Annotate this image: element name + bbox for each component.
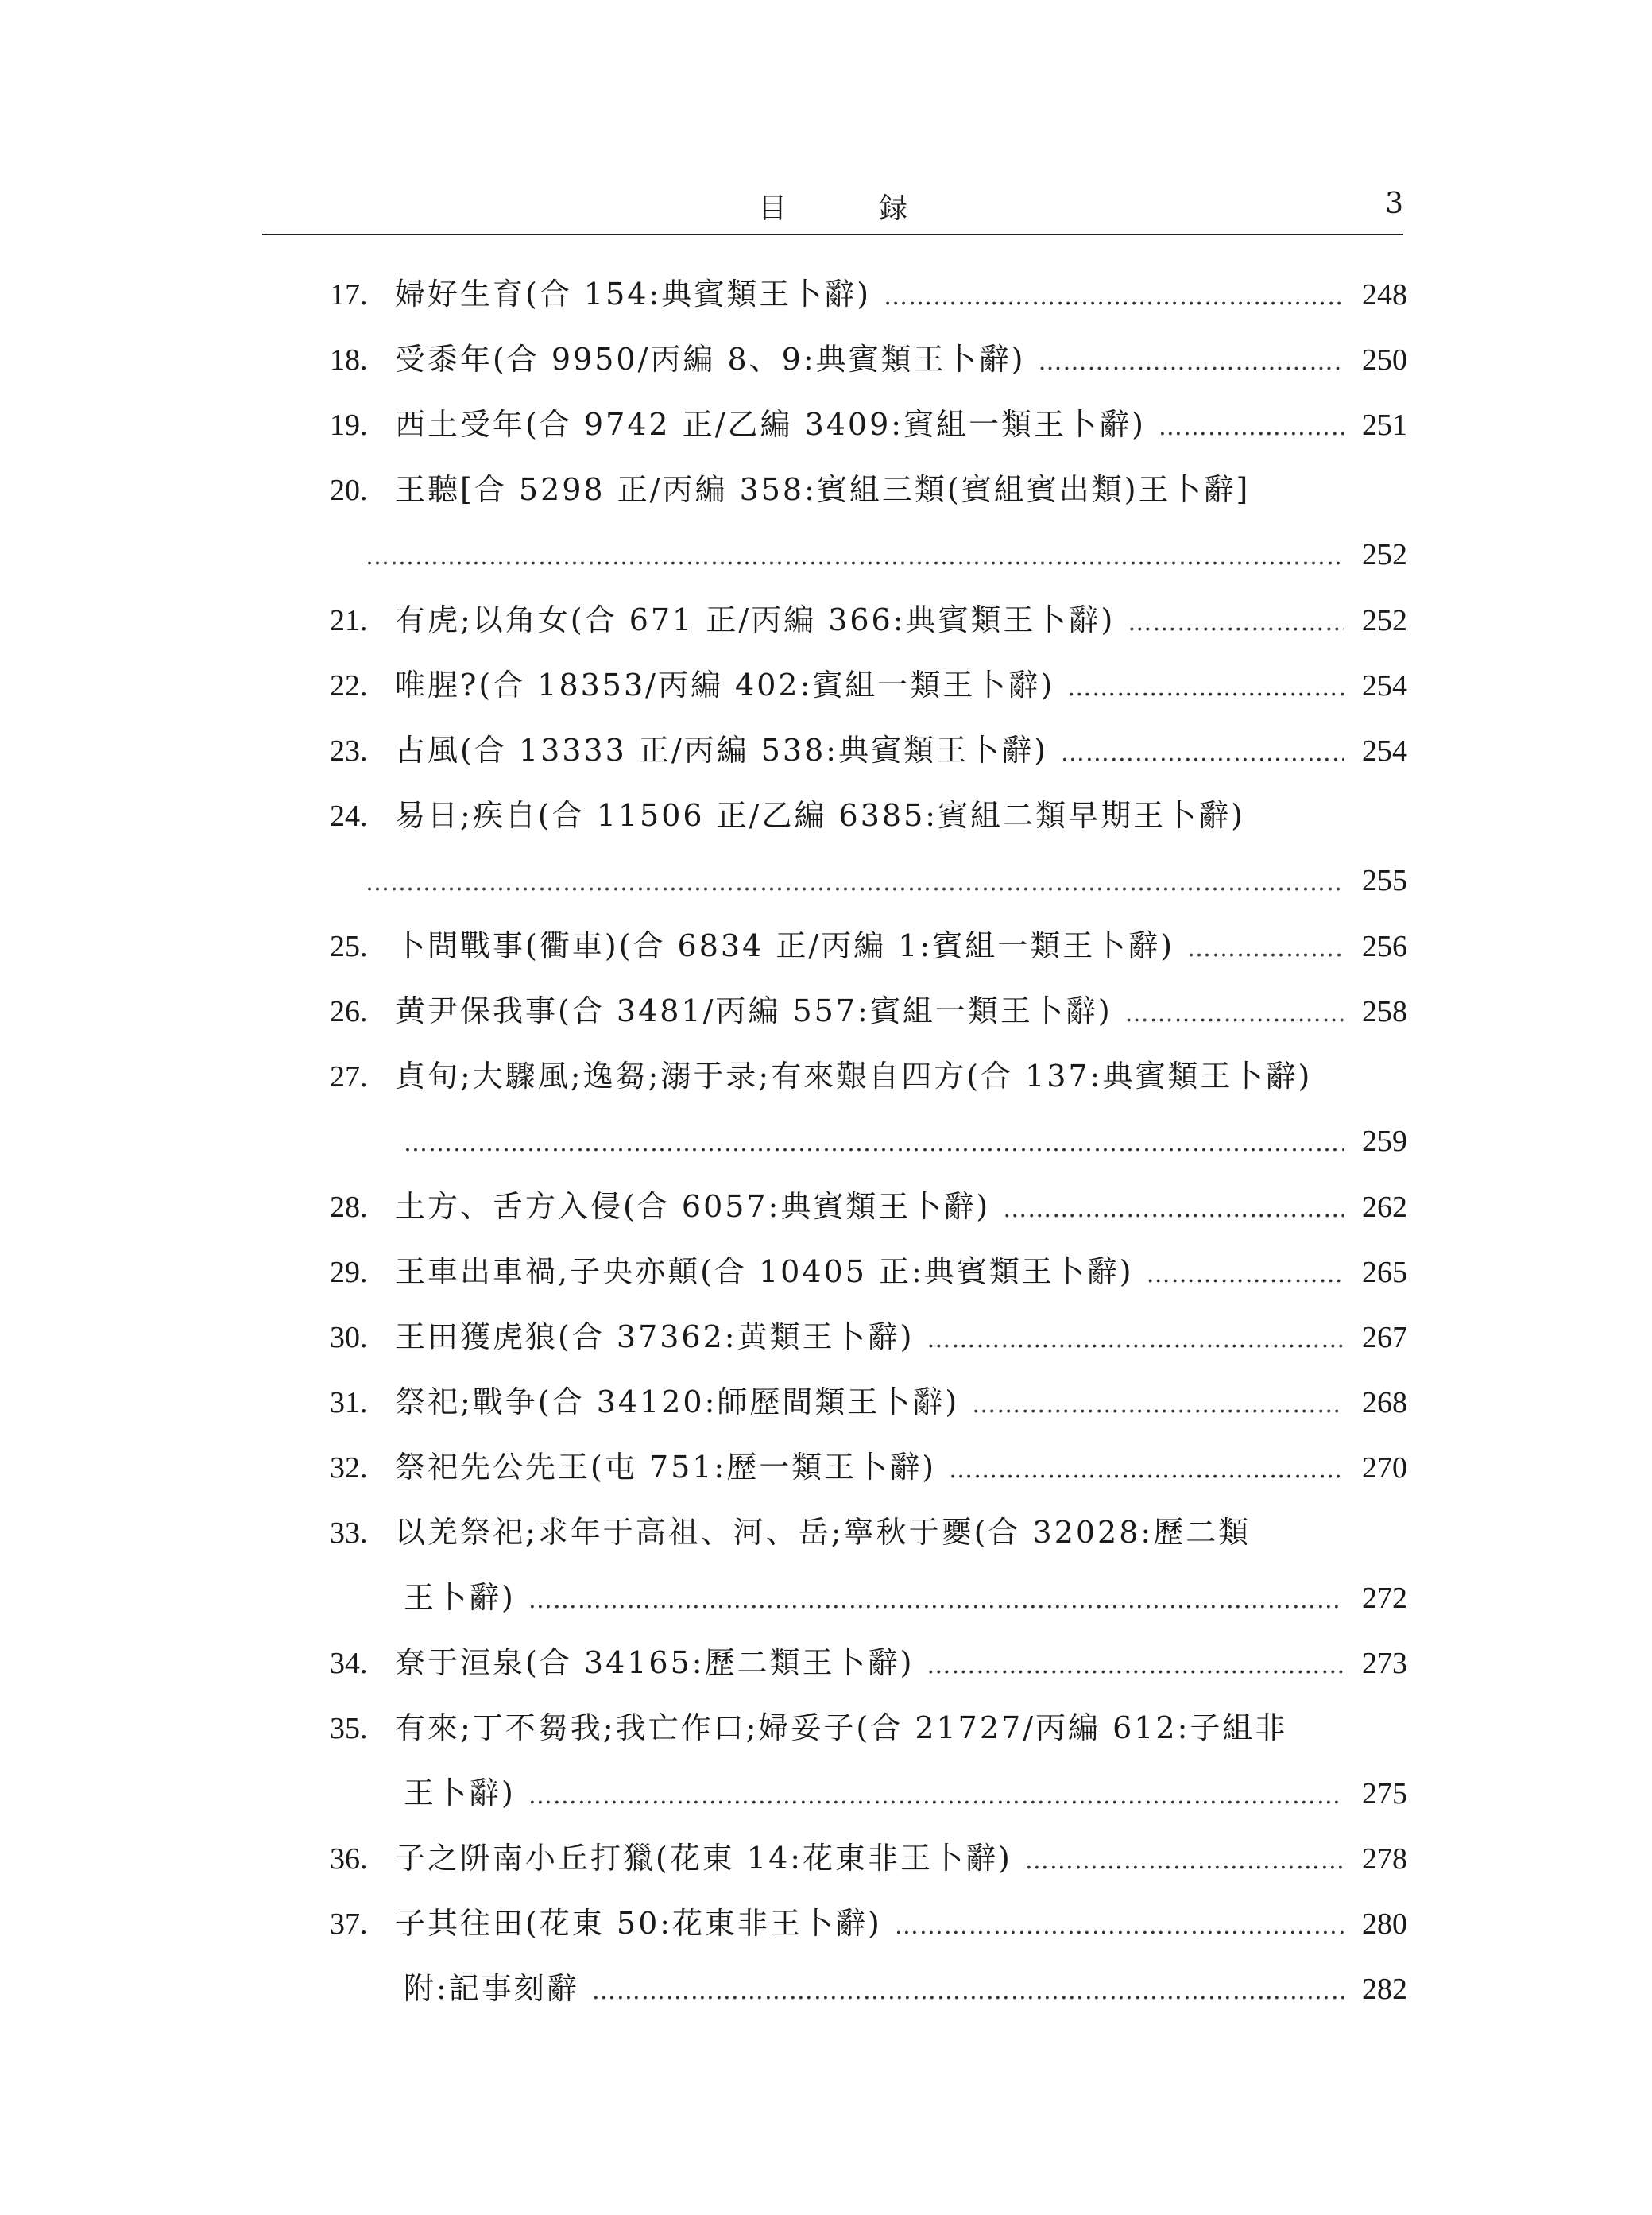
leader-dots xyxy=(366,533,1344,581)
toc-entry[interactable] xyxy=(330,1834,1407,1882)
leader-dots xyxy=(528,1577,1344,1624)
toc-entry[interactable] xyxy=(330,270,1407,318)
toc-entry[interactable] xyxy=(330,1313,1407,1361)
leader-dots xyxy=(1147,1251,1344,1299)
entry-title: 王田獲虎狼(合 37362:黄類王卜辭) xyxy=(395,1319,915,1354)
toc-entry[interactable] xyxy=(330,1704,1407,1752)
toc-entry[interactable] xyxy=(330,1248,1407,1295)
entry-title: 尞于洹泉(合 34165:歷二類王卜辭) xyxy=(395,1645,915,1680)
entry-title: 以羌祭祀;求年于高祖、河、岳;寧秋于夒(合 32028:歷二類 xyxy=(395,1515,1252,1550)
toc-entry[interactable] xyxy=(330,466,1407,513)
toc-entry[interactable] xyxy=(330,1443,1407,1491)
toc-entry-continuation[interactable] xyxy=(366,531,1407,579)
entry-page: 258 xyxy=(1362,995,1407,1028)
toc-entry[interactable] xyxy=(330,596,1407,644)
leader-dots xyxy=(1159,404,1344,451)
entry-page: 275 xyxy=(1362,1777,1407,1810)
entry-title: 附:記事刻辭 xyxy=(404,1971,579,2006)
entry-title: 易日;疾自(合 11506 正/乙編 6385:賓組二類早期王卜辭) xyxy=(395,798,1245,833)
leader-dots xyxy=(366,859,1344,907)
toc-entry[interactable] xyxy=(330,1899,1407,1947)
entry-number: 36. xyxy=(330,1842,368,1876)
entry-page: 278 xyxy=(1362,1842,1407,1876)
entry-title: 西土受年(合 9742 正/乙編 3409:賓組一類王卜辭) xyxy=(395,407,1146,442)
toc-entry[interactable] xyxy=(330,1639,1407,1686)
entry-page: 251 xyxy=(1362,409,1407,442)
header-page-number: 3 xyxy=(1385,188,1403,220)
toc-entry-continuation[interactable] xyxy=(366,857,1407,904)
toc-entry[interactable] xyxy=(330,1378,1407,1426)
entry-title-continuation: 王卜辭) xyxy=(404,1775,516,1810)
entry-title: 黄尹保我事(合 3481/丙編 557:賓組一類王卜辭) xyxy=(395,993,1112,1028)
toc-entry[interactable] xyxy=(330,792,1407,839)
leader-dots xyxy=(1003,1186,1344,1233)
entry-page: 259 xyxy=(1362,1125,1407,1158)
toc-entry-continuation[interactable] xyxy=(404,1574,1407,1621)
running-header xyxy=(262,181,1403,235)
toc-entry-appendix[interactable] xyxy=(404,1965,1407,2012)
entry-number: 33. xyxy=(330,1516,368,1550)
toc-entry-continuation[interactable] xyxy=(404,1769,1407,1817)
entry-page: 268 xyxy=(1362,1386,1407,1419)
toc-entry[interactable] xyxy=(330,401,1407,448)
entry-number: 30. xyxy=(330,1321,368,1354)
entry-title: 唯腥?(合 18353/丙編 402:賓組一類王卜辭) xyxy=(395,668,1055,703)
leader-dots xyxy=(1128,599,1344,647)
entry-number: 19. xyxy=(330,409,368,442)
entry-number: 29. xyxy=(330,1256,368,1289)
leader-dots xyxy=(1025,1837,1344,1885)
leader-dots xyxy=(1038,339,1344,386)
entry-page: 272 xyxy=(1362,1582,1407,1615)
entry-title: 受黍年(合 9950/丙編 8、9:典賓類王卜辭) xyxy=(395,342,1026,377)
entry-number: 28. xyxy=(330,1191,368,1224)
entry-number: 37. xyxy=(330,1907,368,1941)
entry-title: 占風(合 13333 正/丙編 538:典賓類王卜辭) xyxy=(395,733,1048,768)
leader-dots xyxy=(884,273,1344,321)
toc-entry[interactable] xyxy=(330,1508,1407,1556)
entry-page: 273 xyxy=(1362,1647,1407,1680)
entry-title: 祭祀;戰争(合 34120:師歷間類王卜辭) xyxy=(395,1384,960,1419)
entry-page: 262 xyxy=(1362,1191,1407,1224)
toc-entry[interactable] xyxy=(330,1183,1407,1230)
entry-page: 250 xyxy=(1362,343,1407,377)
entry-number: 35. xyxy=(330,1712,368,1745)
leader-dots xyxy=(1125,990,1344,1038)
entry-number: 27. xyxy=(330,1060,368,1094)
entry-number: 25. xyxy=(330,930,368,963)
entry-page: 252 xyxy=(1362,538,1407,571)
entry-title: 有來;丁不芻我;我亡作口;婦妥子(合 21727/丙編 612:子組非 xyxy=(395,1710,1288,1745)
entry-title: 王車出車禍,子央亦顛(合 10405 正:典賓類王卜辭) xyxy=(395,1254,1134,1289)
entry-page: 254 xyxy=(1362,669,1407,703)
entry-title: 子之阩南小丘打獵(花東 14:花東非王卜辭) xyxy=(395,1841,1012,1876)
toc-entry[interactable] xyxy=(330,987,1407,1035)
entry-page: 254 xyxy=(1362,734,1407,768)
entry-number: 26. xyxy=(330,995,368,1028)
leader-dots xyxy=(1061,730,1344,777)
entry-title: 子其往田(花東 50:花東非王卜辭) xyxy=(395,1906,882,1941)
entry-page: 248 xyxy=(1362,278,1407,312)
toc-entry[interactable] xyxy=(330,726,1407,774)
entry-number: 31. xyxy=(330,1386,368,1419)
entry-page: 252 xyxy=(1362,604,1407,637)
leader-dots xyxy=(949,1446,1344,1494)
entry-number: 34. xyxy=(330,1647,368,1680)
leader-dots xyxy=(592,1968,1344,2016)
entry-title: 有虎;以角女(合 671 正/丙編 366:典賓類王卜辭) xyxy=(395,602,1116,637)
entry-number: 22. xyxy=(330,669,368,703)
entry-page: 265 xyxy=(1362,1256,1407,1289)
toc-entry[interactable] xyxy=(330,1052,1407,1100)
entry-number: 18. xyxy=(330,343,368,377)
leader-dots xyxy=(927,1316,1344,1364)
entry-title: 祭祀先公先王(屯 751:歷一類王卜辭) xyxy=(395,1450,937,1485)
entry-title: 婦好生育(合 154:典賓類王卜辭) xyxy=(395,277,872,312)
entry-page: 256 xyxy=(1362,930,1407,963)
entry-page: 270 xyxy=(1362,1451,1407,1485)
entry-title: 貞旬;大驟風;逸芻;溺于录;有來艱自四方(合 137:典賓類王卜辭) xyxy=(395,1059,1313,1094)
leader-dots xyxy=(895,1903,1344,1950)
leader-dots xyxy=(927,1642,1344,1690)
toc-entry[interactable] xyxy=(330,922,1407,970)
entry-page: 255 xyxy=(1362,864,1407,897)
entry-number: 24. xyxy=(330,800,368,833)
entry-page: 267 xyxy=(1362,1321,1407,1354)
entry-number: 20. xyxy=(330,474,368,507)
entry-number: 32. xyxy=(330,1451,368,1485)
leader-dots xyxy=(528,1772,1344,1820)
leader-dots xyxy=(972,1381,1344,1429)
toc-entry[interactable] xyxy=(330,661,1407,709)
entry-number: 21. xyxy=(330,604,368,637)
entry-page: 282 xyxy=(1362,1973,1407,2006)
entry-title: 土方、舌方入侵(合 6057:典賓類王卜辭) xyxy=(395,1189,991,1224)
toc-entry-continuation[interactable] xyxy=(404,1117,1407,1165)
leader-dots xyxy=(1067,664,1344,712)
header-title: 目 録 xyxy=(757,192,939,225)
entry-title: 王聽[合 5298 正/丙編 358:賓組三類(賓組賓出類)王卜辭] xyxy=(395,472,1251,507)
entry-number: 17. xyxy=(330,278,368,312)
toc-entry[interactable] xyxy=(330,335,1407,383)
leader-dots xyxy=(404,1120,1344,1168)
entry-title: 卜問戰事(衢車)(合 6834 正/丙編 1:賓組一類王卜辭) xyxy=(395,928,1175,963)
entry-number: 23. xyxy=(330,734,368,768)
leader-dots xyxy=(1187,925,1344,973)
entry-title-continuation: 王卜辭) xyxy=(404,1580,516,1615)
entry-page: 280 xyxy=(1362,1907,1407,1941)
